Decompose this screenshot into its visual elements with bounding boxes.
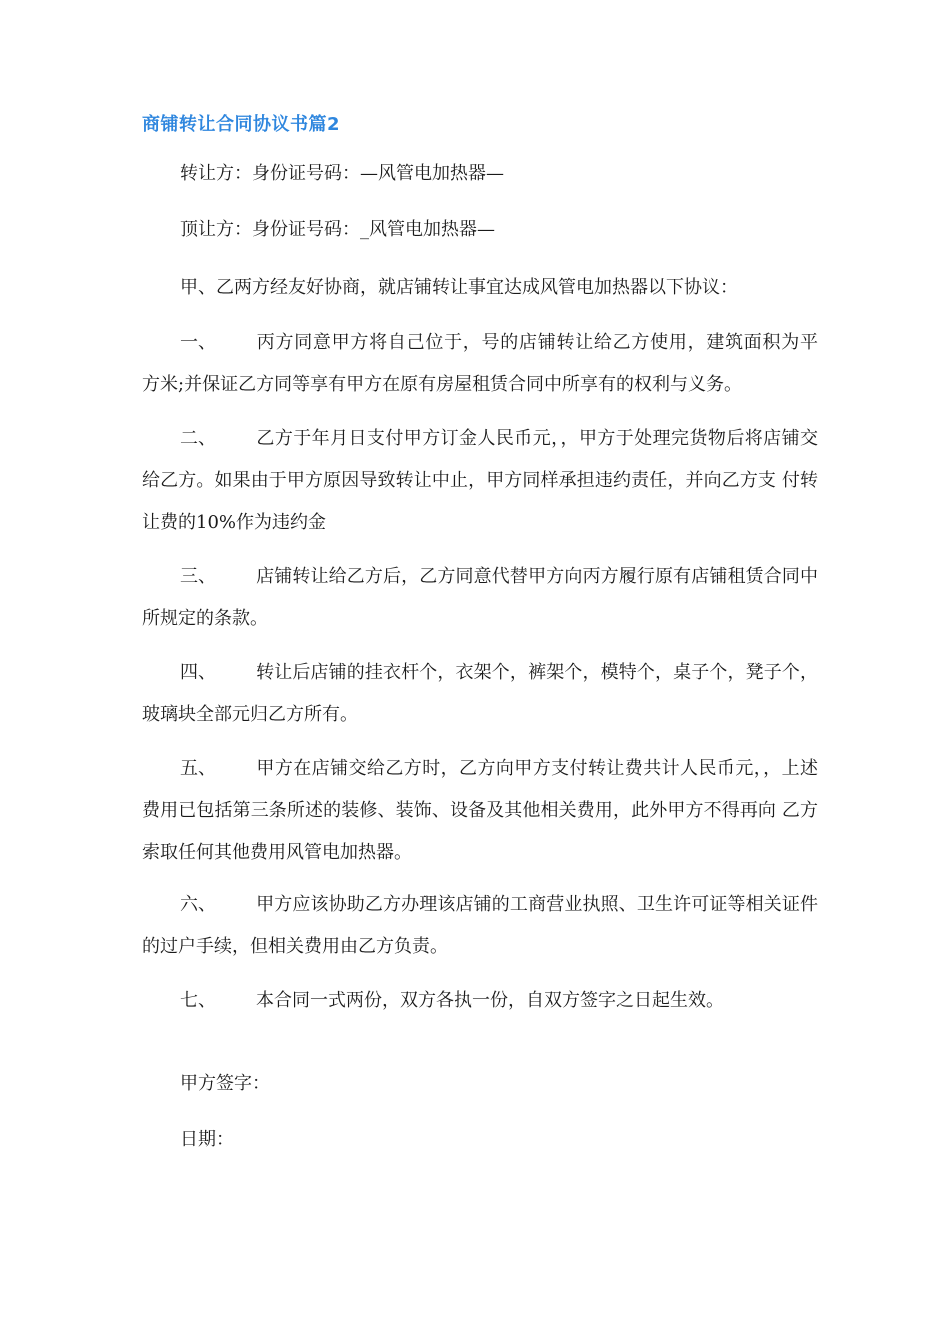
intro-paragraph: 甲、乙两方经友好协商，就店铺转让事宜达成风管电加热器以下协议： <box>180 277 738 298</box>
clause-number: 七、 <box>180 990 216 1011</box>
clause-text: 甲方应该协助乙方办理该店铺的工商营业执照、卫生许可证等相关证件 的过户手续，但相关费用由乙方负责。 <box>142 894 818 957</box>
clause-1 <box>142 322 818 406</box>
clause-text: 店铺转让给乙方后，乙方同意代替甲方向丙方履行原有店铺租赁合同中 所规定的条款。 <box>142 566 818 629</box>
clause-number: 五、 <box>180 758 216 779</box>
clause-text: 乙方于年月日支付甲方订金人民币元，，甲方于处理完货物后将店铺交 给乙方。如果由于甲方原因导致转让中止，甲方同样承担违约责任，并向乙方支 付转让费的10%作为违约金 <box>142 428 818 533</box>
clause-3 <box>142 556 818 640</box>
clause-text: 甲方在店铺交给乙方时，乙方向甲方支付转让费共计人民币元，，上述 费用已包括第三条所述的装修、装饰、设备及其他相关费用，此外甲方不得再向 乙方索取任何其他费用风管电加热器。 <box>142 758 818 863</box>
date-label: 日期： <box>180 1129 234 1150</box>
clause-text: 转让后店铺的挂衣杆个，衣架个，裤架个，模特个，桌子个，凳子个， 玻璃块全部元归乙方所有。 <box>142 662 818 725</box>
clause-number: 四、 <box>180 662 216 683</box>
signature-label: 甲方签字： <box>180 1073 270 1094</box>
clause-7 <box>142 980 818 1022</box>
document-title: 商铺转让合同协议书篇2 <box>142 114 341 135</box>
clause-6 <box>142 884 818 968</box>
clause-number: 三、 <box>180 566 216 587</box>
clause-4 <box>142 652 818 736</box>
transferor-line: 转让方：身份证号码：—风管电加热器— <box>180 163 504 184</box>
clause-number: 二、 <box>180 428 216 449</box>
clause-2 <box>142 418 818 544</box>
clause-text: 本合同一式两份，双方各执一份，自双方签字之日起生效。 <box>256 990 724 1011</box>
clause-text: 丙方同意甲方将自己位于，号的店铺转让给乙方使用，建筑面积为平 方米;并保证乙方同等享有甲方在原有房屋租赁合同中所享有的权利与义务。 <box>142 332 818 395</box>
clause-5 <box>142 748 818 874</box>
clause-number: 一、 <box>180 332 216 353</box>
transferee-line: 顶让方：身份证号码：_风管电加热器— <box>180 219 495 240</box>
clause-number: 六、 <box>180 894 216 915</box>
